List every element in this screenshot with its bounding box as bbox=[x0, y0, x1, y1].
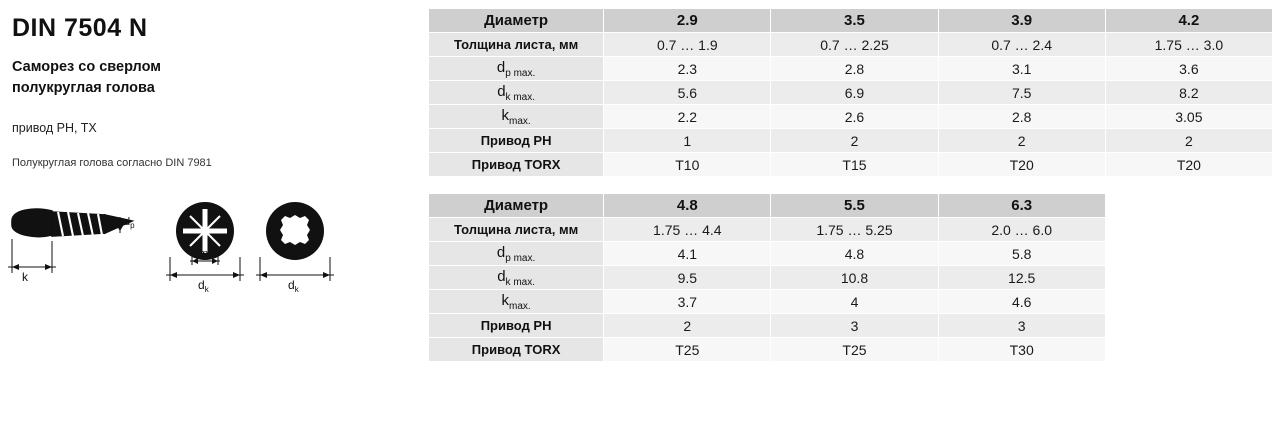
row-label-sub: p max. bbox=[505, 252, 536, 264]
table-cell: T25 bbox=[771, 338, 938, 362]
header-value: 4.8 bbox=[604, 194, 771, 218]
table-cell: 5.6 bbox=[604, 81, 771, 105]
table-cell: 1 bbox=[604, 129, 771, 153]
table-row bbox=[429, 242, 1273, 266]
row-label-sub: p max. bbox=[505, 67, 536, 79]
header-value-empty bbox=[1105, 194, 1272, 218]
header-value: 3.5 bbox=[771, 9, 938, 33]
table-cell: 2.3 bbox=[604, 57, 771, 81]
table-cell: 2.8 bbox=[771, 57, 938, 81]
row-label-sub: max. bbox=[509, 115, 531, 127]
table-cell: 2.8 bbox=[938, 105, 1105, 129]
table-cell: 4.6 bbox=[938, 290, 1105, 314]
technical-drawings bbox=[0, 195, 420, 325]
drawing-label-dp: $d_p$ bbox=[124, 216, 135, 230]
table-cell: T20 bbox=[1105, 153, 1272, 177]
spec-table-2 bbox=[428, 193, 1273, 362]
drive-types-text: привод PH, TX bbox=[12, 121, 97, 136]
table-header-row bbox=[429, 9, 1273, 33]
table-cell-empty bbox=[1105, 218, 1272, 242]
table-cell: 8.2 bbox=[1105, 81, 1272, 105]
table-row bbox=[429, 81, 1273, 105]
head-standard-note: Полукруглая голова согласно DIN 7981 bbox=[12, 157, 212, 170]
table-cell: 4.1 bbox=[604, 242, 771, 266]
row-label: Привод TORX bbox=[429, 338, 604, 362]
table-cell: T20 bbox=[938, 153, 1105, 177]
row-label bbox=[429, 105, 604, 129]
row-label bbox=[429, 290, 604, 314]
table-cell: 0.7 … 2.25 bbox=[771, 33, 938, 57]
table-cell: 7.5 bbox=[938, 81, 1105, 105]
row-label bbox=[429, 81, 604, 105]
row-label-main: k bbox=[501, 106, 510, 124]
row-label-sub: k max. bbox=[505, 91, 535, 103]
row-label: Привод PH bbox=[429, 314, 604, 338]
page-title: DIN 7504 N bbox=[12, 14, 148, 42]
table-cell-empty bbox=[1105, 338, 1272, 362]
table-cell: 0.7 … 2.4 bbox=[938, 33, 1105, 57]
table-cell: 3.6 bbox=[1105, 57, 1272, 81]
row-label bbox=[429, 266, 604, 290]
header-value: 3.9 bbox=[938, 9, 1105, 33]
header-value: 2.9 bbox=[604, 9, 771, 33]
table-cell: 10.8 bbox=[771, 266, 938, 290]
product-name-line2: полукруглая голова bbox=[12, 80, 155, 97]
row-label: Привод TORX bbox=[429, 153, 604, 177]
product-name-line1: Саморез со сверлом bbox=[12, 59, 161, 75]
table-cell: T30 bbox=[938, 338, 1105, 362]
table-cell: 3.05 bbox=[1105, 105, 1272, 129]
header-value: 5.5 bbox=[771, 194, 938, 218]
table-row bbox=[429, 153, 1273, 177]
table-cell: 2 bbox=[771, 129, 938, 153]
row-label-main: d bbox=[497, 267, 506, 285]
table-cell: 2 bbox=[1105, 129, 1272, 153]
header-label: Диаметр bbox=[429, 194, 604, 218]
table-row bbox=[429, 218, 1273, 242]
table-cell: 9.5 bbox=[604, 266, 771, 290]
row-label-main: d bbox=[496, 243, 506, 261]
header-value: 4.2 bbox=[1105, 9, 1272, 33]
table-cell: 2.2 bbox=[604, 105, 771, 129]
table-cell: 2 bbox=[938, 129, 1105, 153]
row-label bbox=[429, 242, 604, 266]
table-cell: 3.1 bbox=[938, 57, 1105, 81]
table-cell: T10 bbox=[604, 153, 771, 177]
table-cell: 3.7 bbox=[604, 290, 771, 314]
table-row bbox=[429, 129, 1273, 153]
table-cell-empty bbox=[1105, 314, 1272, 338]
spec-tables bbox=[428, 8, 1273, 362]
table-cell: 2.0 … 6.0 bbox=[938, 218, 1105, 242]
row-label-sub: max. bbox=[509, 300, 531, 312]
table-cell: T25 bbox=[604, 338, 771, 362]
table-cell-empty bbox=[1105, 242, 1272, 266]
table-cell: T15 bbox=[771, 153, 938, 177]
row-label: Толщина листа, мм bbox=[429, 33, 604, 57]
spec-table-1 bbox=[428, 8, 1273, 177]
table-cell: 2.6 bbox=[771, 105, 938, 129]
table-row bbox=[429, 314, 1273, 338]
table-cell: 4 bbox=[771, 290, 938, 314]
drawing-label-k: k bbox=[22, 270, 28, 284]
row-label-sub: k max. bbox=[505, 276, 535, 288]
table-cell-empty bbox=[1105, 290, 1272, 314]
table-cell-empty bbox=[1105, 266, 1272, 290]
table-cell: 5.8 bbox=[938, 242, 1105, 266]
table-cell: 3 bbox=[771, 314, 938, 338]
row-label-main: d bbox=[496, 58, 506, 76]
table-cell: 3 bbox=[938, 314, 1105, 338]
table-row bbox=[429, 33, 1273, 57]
row-label-main: k bbox=[501, 291, 510, 309]
table-cell: 1.75 … 5.25 bbox=[771, 218, 938, 242]
row-label bbox=[429, 57, 604, 81]
table-row bbox=[429, 338, 1273, 362]
table-cell: 12.5 bbox=[938, 266, 1105, 290]
table-row bbox=[429, 57, 1273, 81]
table-row bbox=[429, 105, 1273, 129]
table-cell: 2 bbox=[604, 314, 771, 338]
table-cell: 1.75 … 3.0 bbox=[1105, 33, 1272, 57]
header-label: Диаметр bbox=[429, 9, 604, 33]
header-value: 6.3 bbox=[938, 194, 1105, 218]
row-label-main: d bbox=[497, 82, 506, 100]
table-header-row bbox=[429, 194, 1273, 218]
drawing-label-m: m bbox=[199, 248, 209, 260]
table-cell: 1.75 … 4.4 bbox=[604, 218, 771, 242]
table-cell: 4.8 bbox=[771, 242, 938, 266]
table-row bbox=[429, 266, 1273, 290]
table-cell: 0.7 … 1.9 bbox=[604, 33, 771, 57]
row-label: Толщина листа, мм bbox=[429, 218, 604, 242]
drawing-label-dk-right: $d_k$ bbox=[288, 278, 299, 294]
table-cell: 6.9 bbox=[771, 81, 938, 105]
drawing-label-dk-left: $d_k$ bbox=[198, 278, 209, 294]
table-row bbox=[429, 290, 1273, 314]
row-label: Привод PH bbox=[429, 129, 604, 153]
